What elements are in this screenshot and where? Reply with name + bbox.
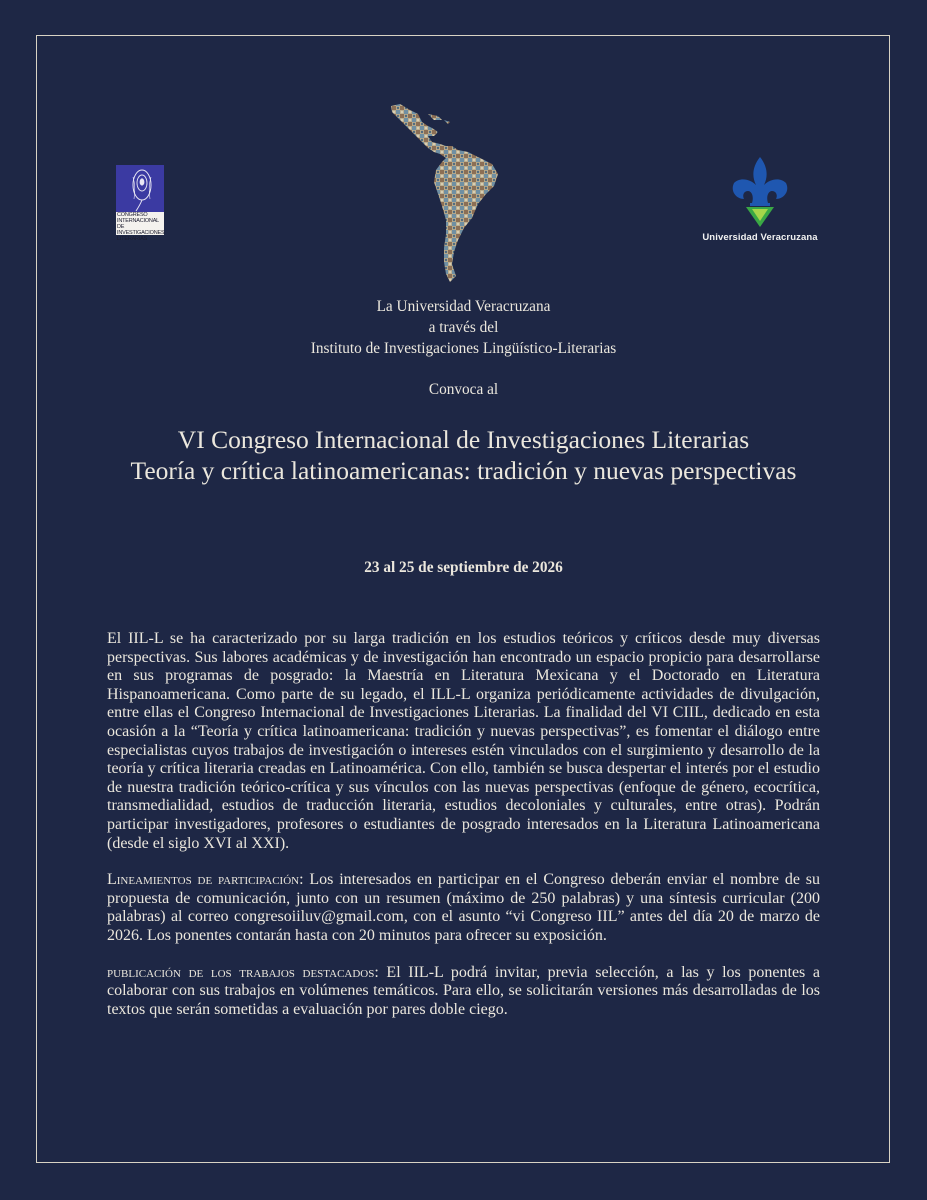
paragraph-publication (107, 964, 820, 1020)
latin-america-map (388, 102, 508, 284)
title-line-2: Teoría y crítica latinoamericanas: tradición y nuevas perspectivas (130, 456, 797, 485)
intro-block (0, 296, 927, 359)
university-name: Universidad Veracruzana (702, 232, 818, 243)
congress-logo (116, 165, 165, 242)
convoca-text: Convoca al (428, 381, 499, 398)
intro-line-1: La Universidad Veracruzana (376, 298, 551, 315)
publication-text: : El IIL-L podrá invitar, previa selección, a las y los ponentes a colaborar con sus trabajos en volúmenes temáticos. Para ello, se solicitarán versiones más desarrolladas de los textos que serán sometidas a evaluación por pares doble ciego. (107, 963, 820, 1018)
body-text (107, 630, 820, 1037)
paragraph-description: El IIL-L se ha caracterizado por su larga tradición en los estudios teóricos y críticos desde muy diversas perspectivas. Sus labores académicas y de investigación han encontrado un espacio propicio para desarrollarse en sus programas de posgrado: la Maestría en Literatura Mexicana y el Doctorado en Literatura Hispanoamericana. Como parte de su legado, el ILL-L organiza periódicamente actividades de divulgación, entre ellas el Congreso Internacional de Investigaciones Literarias. La finalidad del VI CIIL, dedicado en esta ocasión a la “Teoría y crítica latinoamericana: tradición y nuevas perspectivas”, es fomentar el diálogo entre especialistas cuyos trabajos de investigación o intereses estén vinculados con el surgimiento y desarrollo de la teoría y crítica literaria creadas en Latinoamérica. Con ello, también se busca despertar el interés por el estudio de nuestra tradición teórico-crítica y sus vínculos con las nuevas perspectivas (enfoque de género, ecocrítica, transmedialidad, estudios de traducción literaria, estudios decoloniales y culturales, entre otras). Podrán participar investigadores, profesores o estudiantes de posgrado interesados en la Literatura Latinoamericana (desde el siglo XVI al XXI). (107, 630, 820, 852)
university-logo (700, 155, 820, 245)
paragraph-guidelines (107, 871, 820, 945)
guidelines-heading: Lineamientos de participación (107, 871, 300, 889)
fleur-de-lis-icon (728, 155, 792, 229)
intro-line-3: Instituto de Investigaciones Lingüístico-Literarias (310, 340, 617, 357)
congress-logo-caption: CONGRESO INTERNACIONAL DE INVESTIGACIONES LITERARIAS (117, 212, 165, 242)
event-dates: 23 al 25 de septiembre de 2026 (364, 559, 563, 576)
intro-line-2: a través del (428, 319, 499, 336)
congress-title (0, 424, 927, 486)
guidelines-text: : Los interesados en participar en el Congreso deberán enviar el nombre de su propuesta de comunicación, junto con un resumen (máximo de 250 palabras) y una síntesis curricular (200 palabras) al correo congresoiiluv@gmail.com, con el asunto “vi Congreso IIL” antes del día 20 de marzo de 2026. Los ponentes contarán hasta con 20 minutos para ofrecer su exposición. (107, 871, 821, 944)
publication-heading: publicación de los trabajos destacados (107, 963, 375, 981)
peacock-feather-icon (116, 165, 164, 212)
title-line-1: VI Congreso Internacional de Investigaciones Literarias (177, 425, 750, 454)
